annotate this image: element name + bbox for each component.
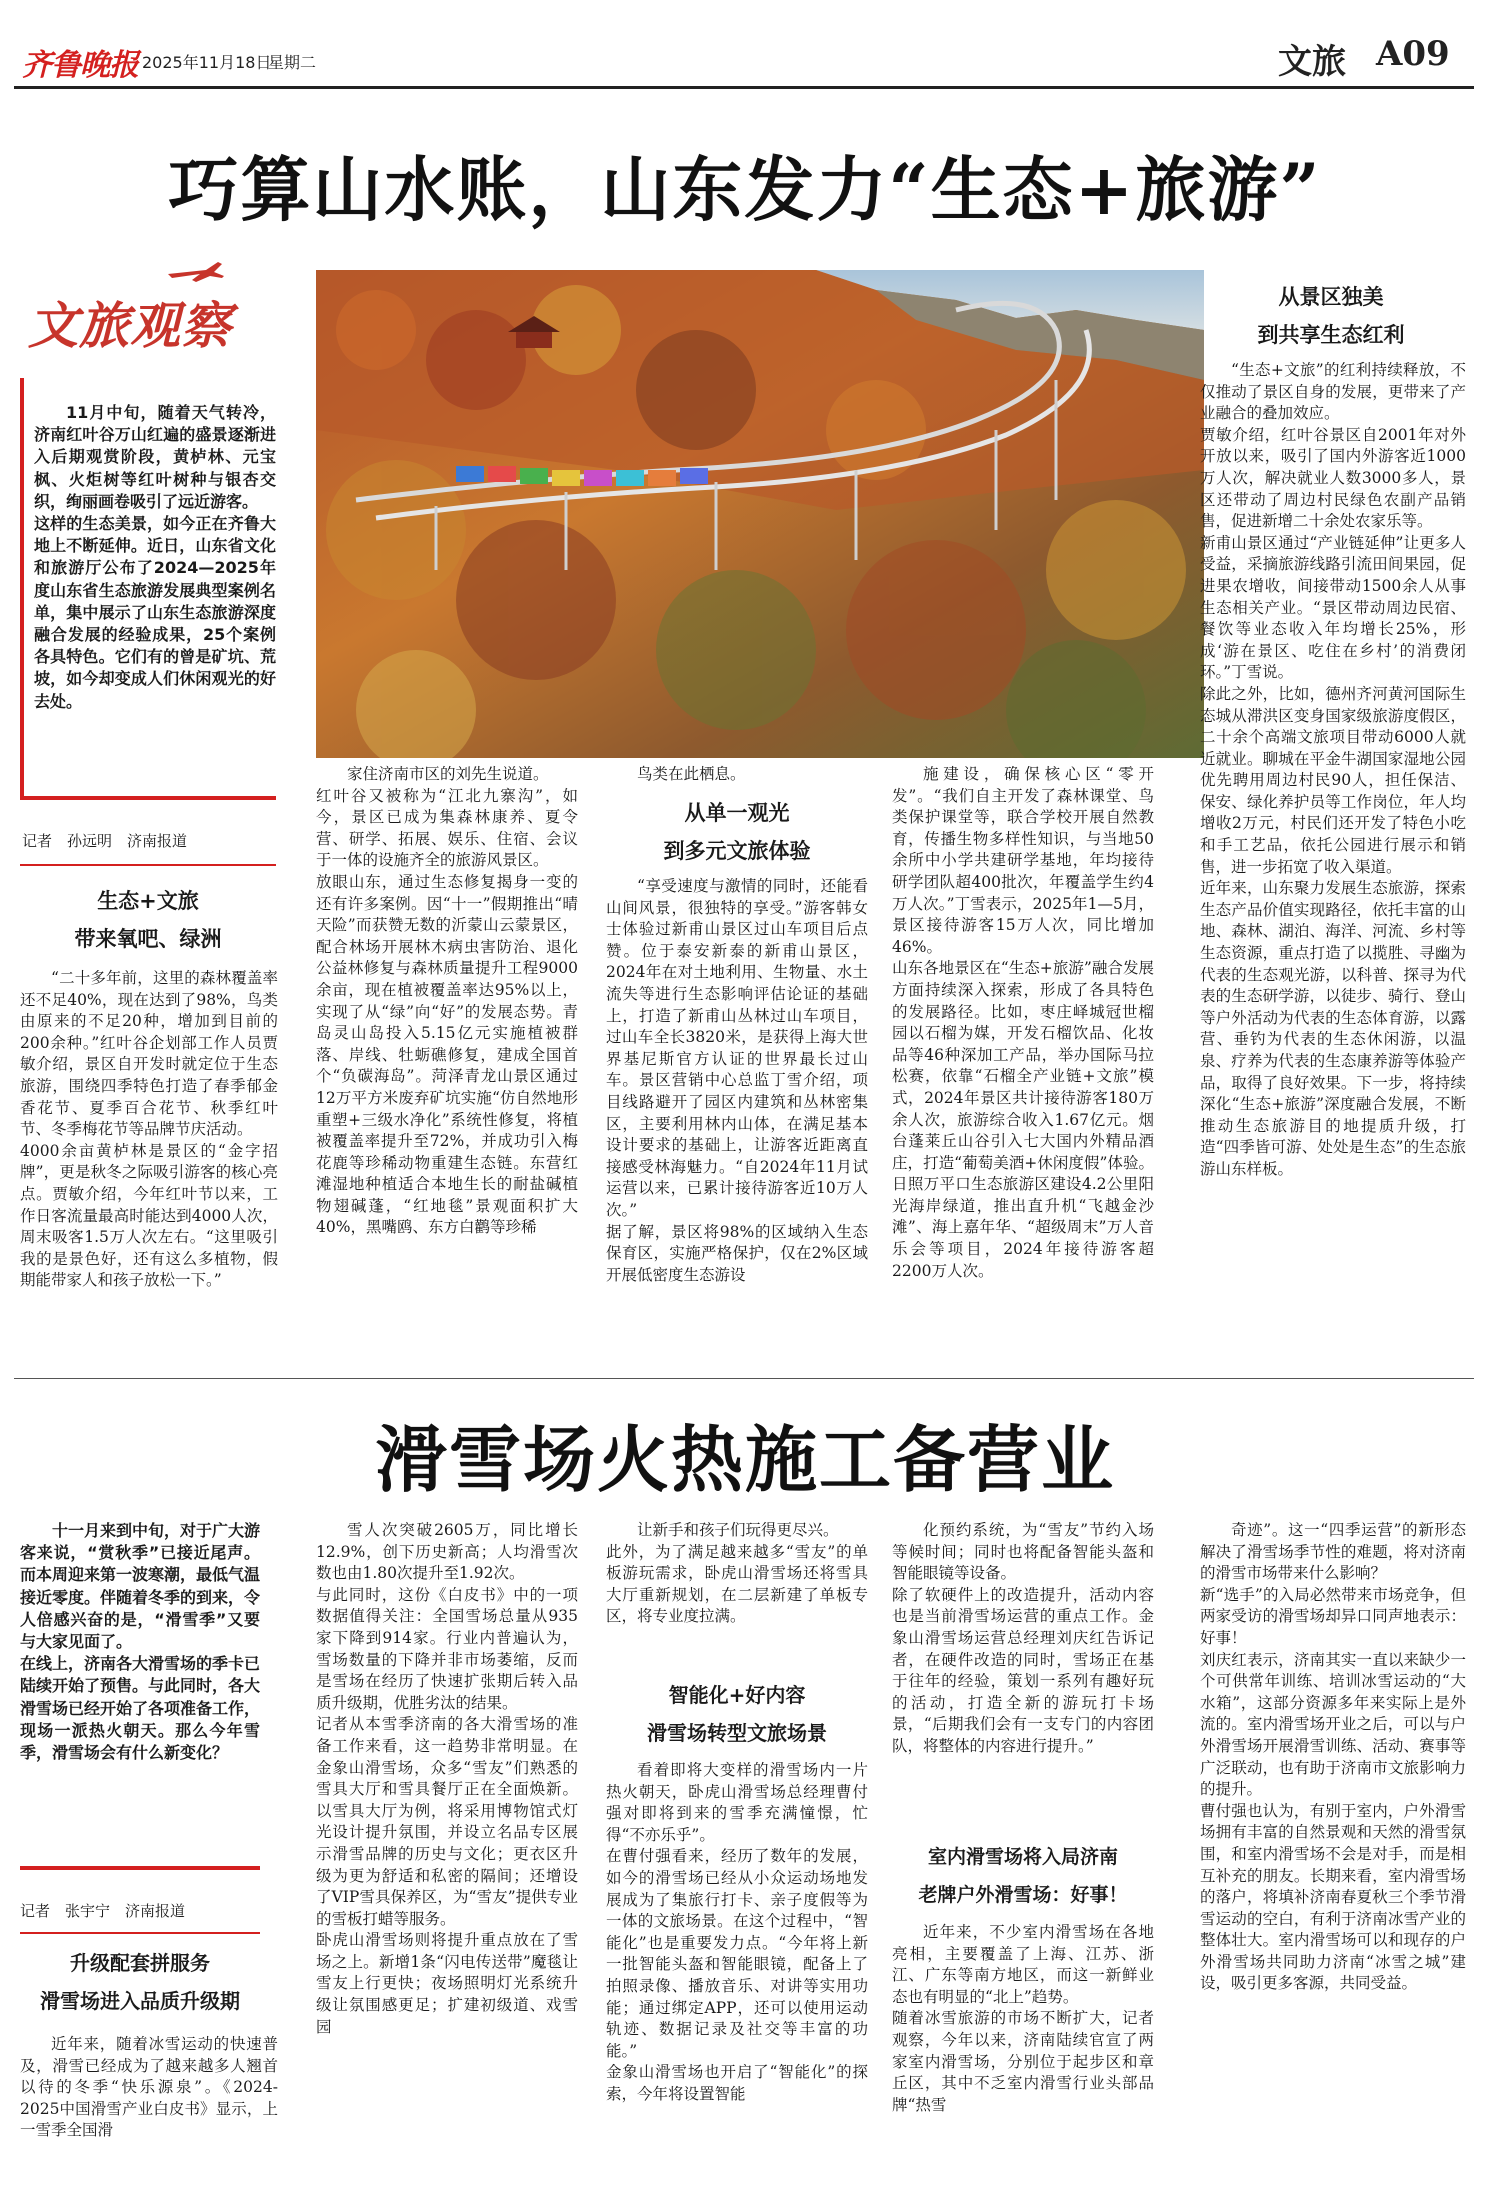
article2-byline: 记者 张宇宁 济南报道 (20, 1902, 186, 1920)
article1-headline: 巧算山水账，山东发力“生态+旅游” (168, 148, 1322, 231)
lead-box-border (20, 378, 24, 798)
article1-col1: “二十多年前，这里的森林覆盖率还不足40%，现在达到了98%，鸟类由原来的不足20种，增加到目前的200余种。”红叶谷企划部工作人员贾敏介绍，景区自开发时就定位于生态旅游，围绕四季特色打造了春季郁金香花节、夏季百合花节、秋季红叶节、冬季梅花节等品牌节庆活动。 4000余亩黄栌林是景区的“金字招牌”，更是秋冬之际吸引游客的核心亮点。贾敏介绍，今年红叶节以来，工作日客流量最高时能达到4000人次，周末吸客1.5万人次左右。“这里吸引我的是景色好，还有这么多植物，假期能带家人和孩子放松一下。” (20, 969, 278, 1290)
page-header (0, 0, 1488, 90)
article1-col3a: 鸟类在此栖息。 (637, 765, 746, 783)
article1-subhead-2: 从单一观光 到多元文旅体验 (663, 801, 811, 863)
article1-subhead-1: 生态+文旅 带来氧吧、绿洲 (74, 889, 222, 951)
lead-box-bottom (20, 796, 276, 800)
article1-lead: 11月中旬，随着天气转冷，济南红叶谷万山红遍的盛景逐渐进入后期观赏阶段，黄栌林、元宝枫、火炬树等红叶树种与银杏交织，绚丽画卷吸引了远近游客。 这样的生态美景，如今正在齐鲁大地上不断延伸。近日，山东省文化和旅游厅公布了2024—2025年度山东省生态旅游发展典型案例名单，集中展示了山东生态旅游深度融合发展的经验成果，25个案例各具特色。它们有的曾是矿坑、荒坡，如今却变成人们休闲观光的好去处。 (34, 403, 276, 711)
article2-col1: 近年来，随着冰雪运动的快速普及，滑雪已经成为了越来越多人翘首以待的冬季“快乐源泉”。《2024-2025中国滑雪产业白皮书》显示，上一雪季全国滑 (20, 2035, 278, 2140)
article2-lead: 十一月来到中旬，对于广大游客来说，“赏秋季”已接近尾声。而本周迎来第一波寒潮，最低气温接近零度。伴随着冬季的到来，令人倍感兴奋的是，“滑雪季”又要与大家见面了。 在线上，济南各大滑雪场的季卡已陆续开始了预售。与此同时，各大滑雪场已经开始了各项准备工作，现场一派热火朝天。那么今年雪季，滑雪场会有什么新变化？ (20, 1521, 260, 1763)
page-number: A09 (1376, 34, 1450, 74)
article2-col5: 奇迹”。这一“四季运营”的新形态解决了滑雪场季节性的难题，将对济南的滑雪市场带来什么影响？ 新“选手”的入局必然带来市场竞争，但两家受访的滑雪场却异口同声地表示：好事！ 刘庆红表示，济南其实一直以来缺少一个可供常年训练、培训冰雪运动的“大水箱”，这部分资源多年来实际上是外流的。室内滑雪场开业之后，可以与户外滑雪场开展滑雪训练、活动、赛事等广泛联动，也有助于济南市文旅影响力的提升。 曹付强也认为，有别于室内，户外滑雪场拥有丰富的自然景观和天然的滑雪氛围，和室内滑雪场不会是对手，而是相互补充的朋友。长期来看，室内滑雪场的落户，将填补济南春夏秋三个季节滑雪运动的空白，有利于济南冰雪产业的整体壮大。室内滑雪场可以和现存的户外滑雪场共同助力济南“冰雪之城”建设，吸引更多客源，共同受益。 (1200, 1521, 1466, 1993)
article2-col3b: 看着即将大变样的滑雪场内一片热火朝天，卧虎山滑雪场总经理曹付强对即将到来的雪季充满憧憬，忙得“不亦乐乎”。 在曹付强看来，经历了数年的发展，如今的滑雪场已经从小众运动场地发展成为了集旅行打卡、亲子度假等为一体的文旅场景。在这个过程中，“智能化”也是重要发力点。“今年将上新一批智能头盔和智能眼镜，配备上了拍照录像、播放音乐、对讲等实用功能；通过绑定APP，还可以使用运动轨迹、数据记录及社交等丰富的功能。” 金象山滑雪场也开启了“智能化”的探索，今年将设置智能 (606, 1761, 868, 2103)
issue-weekday: 星期二 (268, 53, 317, 72)
article1-col2: 家住济南市区的刘先生说道。 红叶谷又被称为“江北九寨沟”，如今，景区已成为集森林康养、夏令营、研学、拓展、娱乐、住宿、会议于一体的设施齐全的旅游风景区。 放眼山东，通过生态修复揭身一变的还有许多案例。因“十一”假期推出“晴天险”而获赞无数的沂蒙山云蒙景区，配合林场开展林木病虫害防治、退化公益林修复与森林质量提升工程9000余亩，现在植被覆盖率达95%以上，实现了从“绿”向“好”的发展态势。青岛灵山岛投入5.15亿元实施植被群落、岸线、牡蛎礁修复，建成全国首个“负碳海岛”。菏泽青龙山景区通过12万平方米废弃矿坑实施“仿自然地形重塑+三级水净化”系统性修复，将植被覆盖率提升至72%，并成功引入梅花鹿等珍稀动物重建生态链。东营红滩湿地种植适合本地生长的耐盐碱植物翅碱蓬，“红地毯”景观面积扩大40%，黑嘴鸥、东方白鹳等珍稀 (316, 765, 578, 1237)
article1-byline: 记者 孙远明 济南报道 (22, 832, 188, 850)
article2-col4a: 化预约系统，为“雪友”节约入场等候时间；同时也将配备智能头盔和智能眼镜等设备。 除了软硬件上的改造提升，活动内容也是当前滑雪场运营的重点工作。金象山滑雪场运营总经理刘庆红告诉记者，在硬件改造的同时，雪场正在基于往年的经验，策划一系列有趣好玩的活动，打造全新的游玩打卡场景，“后期我们会有一支专门的内容团队，将整体的内容进行提升。” (892, 1521, 1154, 1755)
lead-rule (20, 1866, 260, 1870)
newspaper-logo: 齐鲁晚报 (22, 48, 138, 83)
article1-col4: 施建设，确保核心区“零开发”。“我们自主开发了森林课堂、鸟类保护课堂等，联合学校开展自然教育，传播生物多样性知识，与当地50余所中小学共建研学基地，年均接待研学团队超400批次，年覆盖学生约4万人次。”丁雪表示，2025年1—5月，景区接待游客15万人次，同比增加46%。 山东各地景区在“生态+旅游”融合发展方面持续深入探索，形成了各具特色的发展路径。比如，枣庄峄城冠世榴园以石榴为媒，开发石榴饮品、化妆品等46种深加工产品，举办国际马拉松赛，依靠“石榴全产业链+文旅”模式，2024年景区共计接待游客180万余人次，旅游综合收入1.67亿元。烟台蓬莱丘山谷引入七大国内外精品酒庄，打造“葡萄美酒+休闲度假”体验。日照万平口生态旅游区建设4.2公里阳光海岸绿道，推出直升机“飞越金沙滩”、海上嘉年华、“超级周末”万人音乐会等项目，2024年接待游客超2200万人次。 (892, 765, 1154, 1280)
article2-subhead-1: 升级配套拼服务 滑雪场进入品质升级期 (40, 1951, 240, 2013)
roller-coaster-photo (316, 270, 1204, 758)
article1-subhead-3: 从景区独美 到共享生态红利 (1257, 285, 1405, 347)
byline-rule (20, 864, 276, 866)
article2-col2: 雪人次突破2605万，同比增长12.9%，创下历史新高；人均滑雪次数也由1.80次提升至1.92次。 与此同时，这份《白皮书》中的一项数据值得关注：全国雪场总量从935家下降到914家。行业内普遍认为，雪场数量的下降并非市场萎缩，反而是雪场在经历了快速扩张期后转入品质升级期，优胜劣汰的结果。 记者从本雪季济南的各大滑雪场的准备工作来看，这一趋势非常明显。在金象山滑雪场，众多“雪友”们熟悉的雪具大厅和雪具餐厅正在全面焕新。以雪具大厅为例，将采用博物馆式灯光设计提升氛围，并设立名品专区展示滑雪品牌的历史与文化；更衣区升级为更为舒适和私密的隔间；还增设了VIP雪具保养区，为“雪友”提供专业的雪板打蜡等服务。 卧虎山滑雪场则将提升重点放在了雪场之上。新增1条“闪电传送带”魔毯让雪友上行更快；夜场照明灯光系统升级让氛围感更足；扩建初级道、戏雪园 (316, 1521, 578, 2036)
article1-col5: “生态+文旅”的红利持续释放，不仅推动了景区自身的发展，更带来了产业融合的叠加效应。 贾敏介绍，红叶谷景区自2001年对外开放以来，吸引了国内外游客近1000万人次，解决就业人数3000多人，景区还带动了周边村民绿色农副产品销售，促进新增二十余处农家乐等。 新甫山景区通过“产业链延伸”让更多人受益，采摘旅游线路引流田间果园，促进果农增收，间接带动1500余人从事生态相关产业。“景区带动周边民宿、餐饮等业态收入年均增长25%，形成‘游在景区、吃住在乡村’的消费闭环。”丁雪说。 除此之外，比如，德州齐河黄河国际生态城从滞洪区变身国家级旅游度假区，二十余个高端文旅项目带动6000人就近就业。聊城在平金牛湖国家湿地公园优先聘用周边村民90人，担任保洁、保安、绿化养护员等工作岗位，年人均增收2万元，村民们还开发了特色小吃和手工艺品，依托公园进行展示和销售，进一步拓宽了收入渠道。 近年来，山东聚力发展生态旅游，探索生态产品价值实现路径，依托丰富的山地、森林、湖泊、海洋、河流、乡村等生态资源，重点打造了以揽胜、寻幽为代表的生态观光游，以科普、探寻为代表的生态研学游，以徒步、骑行、登山等户外活动为代表的生态体育游，以露营、垂钓为代表的生态休闲游，以温泉、疗养为代表的生态康养游等体验产品，取得了良好效果。下一步，将持续深化“生态+旅游”深度融合发展，不断推动生态旅游目的地提质升级，打造“四季皆可游、处处是生态”的生态旅游山东样板。 (1200, 361, 1466, 1178)
article-divider (14, 1378, 1474, 1379)
section-name: 文旅 (1278, 42, 1346, 82)
article2-headline: 滑雪场火热施工备营业 (374, 1417, 1115, 1502)
plane-icon (166, 260, 226, 284)
header-rule (14, 86, 1474, 89)
article2-subhead-3: 室内滑雪场将入局济南 老牌户外滑雪场：好事！ (918, 1846, 1128, 1906)
article2-col4b: 近年来，不少室内滑雪场在各地亮相，主要覆盖了上海、江苏、浙江、广东等南方地区，而这一新鲜业态也有明显的“北上”趋势。 随着冰雪旅游的市场不断扩大，记者观察，今年以来，济南陆续官宣了两家室内滑雪场，分别位于起步区和章丘区，其中不乏室内滑雪行业头部品牌“热雪 (892, 1923, 1154, 2114)
issue-date: 2025年11月18日 (142, 53, 272, 72)
column-badge (20, 256, 276, 376)
badge-text: 文旅观察 (28, 296, 232, 355)
byline-rule-2 (20, 1932, 260, 1934)
article2-subhead-2: 智能化+好内容 滑雪场转型文旅场景 (647, 1683, 827, 1745)
article2-col3a: 让新手和孩子们玩得更尽兴。 此外，为了满足越来越多“雪友”的单板游玩需求，卧虎山滑雪场还将雪具大厅重新规划，在二层新建了单板专区，将专业度拉满。 (606, 1521, 868, 1626)
article1-col3b: “享受速度与激情的同时，还能看山间风景，很独特的享受。”游客韩女士体验过新甫山景区过山车项目后点赞。位于泰安新泰的新甫山景区，2024年在对土地利用、生物量、水土流失等进行生态影响评估论证的基础上，打造了新甫山丛林过山车项目，过山车全长3820米，是获得上海大世界基尼斯官方认证的世界最长过山车。景区营销中心总监丁雪介绍，项目线路避开了园区内建筑和丛林密集区，主要利用林内山体，在满足基本设计要求的基础上，让游客近距离直接感受林海魅力。“自2024年11月试运营以来，已累计接待游客近10万人次。” 据了解，景区将98%的区域纳入生态保育区，实施严格保护，仅在2%区域开展低密度生态游设 (606, 877, 868, 1284)
